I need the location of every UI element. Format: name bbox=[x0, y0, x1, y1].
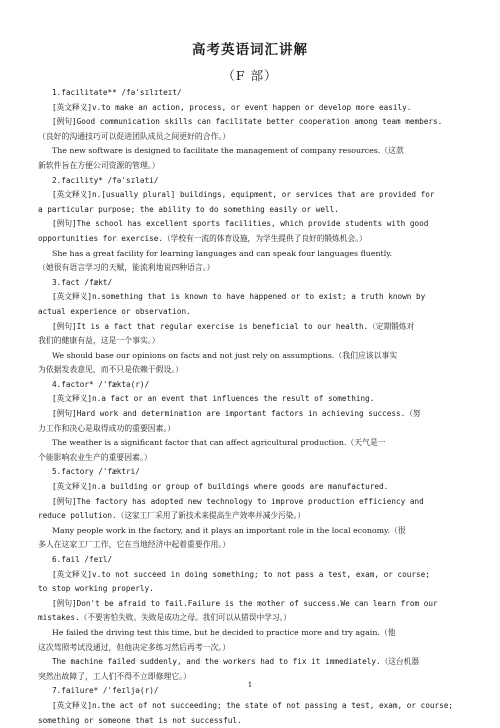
text-line: She has a great facility for learning languages and can speak four languages fluently. bbox=[52, 248, 393, 258]
text-line: Many people work in the factory, and it plays an important role in the local economy.（很 bbox=[52, 525, 406, 535]
text-line: [英文释义]n.a building or group of buildings where goods are manufactured. bbox=[52, 482, 389, 492]
page-title: 高考英语词汇讲解 bbox=[192, 42, 308, 58]
text-line: actual experience or observation. bbox=[38, 306, 191, 316]
text-line: 6.fail /feɪl/ bbox=[52, 555, 113, 564]
text-line: The machine failed suddenly, and the workers had to fix it immediately.（这台机器 bbox=[52, 657, 420, 667]
text-line: （她很有语言学习的天赋，能流利地说四种语言。） bbox=[38, 263, 215, 273]
text-line: 为依据发表意见，而不只是依赖于假设。） bbox=[38, 365, 184, 375]
text-line: We should base our opinions on facts and not just rely on assumptions.（我们应该以事实 bbox=[52, 350, 398, 360]
text-line: 1.facilitate** /fə'sɪlɪteɪt/ bbox=[52, 88, 182, 97]
text-line: 新软件旨在方便公司资源的管理。） bbox=[38, 160, 160, 170]
text-line: 力工作和决心是取得成功的重要因素。） bbox=[38, 423, 176, 433]
text-line: [例句]The factory has adopted new technology to improve production efficiency and bbox=[52, 496, 424, 506]
text-line: （良好的沟通技巧可以促进团队成员之间更好的合作。） bbox=[38, 131, 231, 141]
text-line: reduce pollution.（这家工厂采用了新技术来提高生产效率并减少污染。） bbox=[38, 511, 306, 521]
text-line: mistakes.（不要害怕失败。失败是成功之母。我们可以从错误中学习。） bbox=[38, 613, 292, 623]
text-line: 4.factor* /'fæktə(r)/ bbox=[52, 379, 150, 389]
text-line: [英文释义]n.[usually plural] buildings, equipment, or services that are provided for bbox=[52, 190, 435, 200]
text-line: 个能影响农业生产的重要因素。） bbox=[38, 452, 152, 462]
text-line: a particular purpose; the ability to do something easily or well. bbox=[38, 204, 339, 214]
text-line: [英文释义]n.a fact or an event that influences the result of something. bbox=[52, 394, 375, 404]
text-line: 3.fact /fækt/ bbox=[52, 277, 113, 287]
text-line: He failed the driving test this time, but he decided to practice more and try again.（他 bbox=[52, 627, 396, 637]
text-line: 7.failure* /'feɪljə(r)/ bbox=[52, 686, 159, 696]
text-line: [例句]Hard work and determination are important factors in achieving success.（努 bbox=[52, 409, 421, 419]
page-number: 1 bbox=[247, 680, 253, 689]
document-body bbox=[38, 86, 486, 728]
text-line: 多人在这家工厂工作，它在当地经济中起着重要作用。） bbox=[38, 540, 231, 550]
text-line: to stop working properly. bbox=[38, 584, 154, 594]
text-line: [例句]It is a fact that regular exercise is beneficial to our health.（定期锻炼对 bbox=[52, 321, 415, 331]
text-line: [例句]The school has excellent sports facilities, which provide students with good bbox=[52, 219, 429, 229]
text-line: [英文释义]v.to make an action, process, or event happen or develop more easily. bbox=[52, 102, 412, 112]
text-line: The weather is a significant factor that can affect agricultural production.（天气是一 bbox=[52, 438, 386, 448]
text-line: [英文释义]n.the act of not succeeding; the state of not passing a test, exam, or course; bbox=[52, 700, 454, 710]
text-line: The new software is designed to facilitate the management of company resources.（这款 bbox=[52, 146, 404, 156]
text-line: 5.factory /'fæktri/ bbox=[52, 467, 140, 477]
text-line: [英文释义]v.to not succeed in doing something; to not pass a test, exam, or course; bbox=[52, 569, 430, 579]
text-line: 我们的健康有益，这是一个事实。） bbox=[38, 336, 160, 346]
text-line: [例句]Don't be afraid to fail.Failure is the mother of success.We can learn from our bbox=[52, 598, 438, 608]
text-line: 突然出故障了，工人们不得不立即修理它。） bbox=[38, 671, 191, 681]
page-subtitle: （F 部） bbox=[222, 68, 278, 83]
text-line: [例句]Good communication skills can facilitate better cooperation among team members. bbox=[52, 117, 443, 127]
text-line: 这次驾照考试没通过，但他决定多练习然后再考一次。） bbox=[38, 642, 231, 652]
text-line: 2.facility* /fə'sɪləti/ bbox=[52, 175, 159, 185]
text-line: opportunities for exercise.（学校有一流的体育设施，为学生提供了良好的锻炼机会。） bbox=[38, 233, 367, 243]
text-line: [英文释义]n.something that is known to have happened or to exist; a truth known by bbox=[52, 292, 426, 302]
text-line: something or someone that is not successful. bbox=[38, 715, 242, 725]
